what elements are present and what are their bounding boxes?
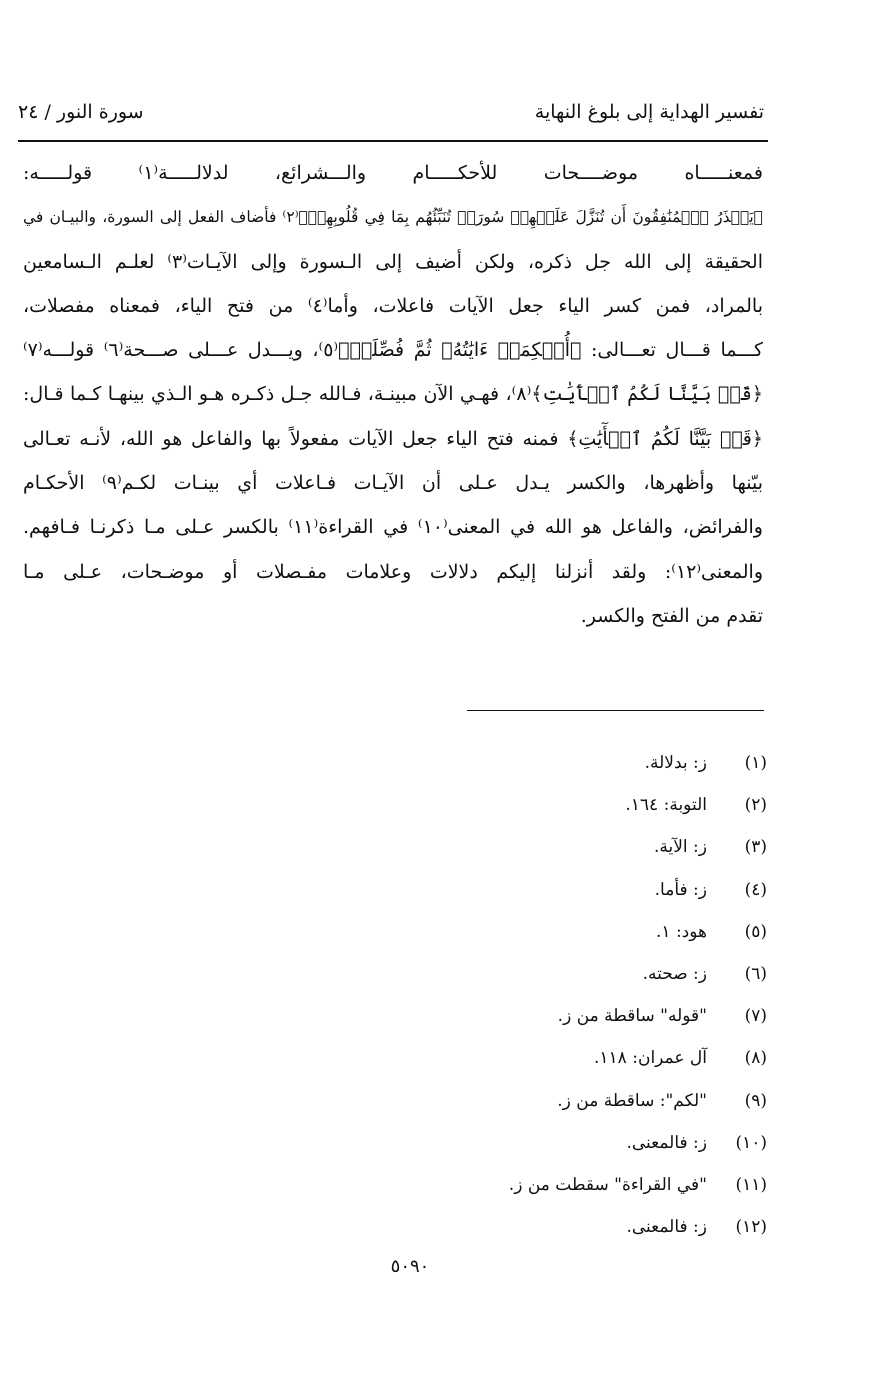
footnote-item — [367, 826, 767, 868]
surah-info: سورة النور / ٢٤ — [18, 101, 144, 123]
body-line: والفرائض، والفاعل هو الله في المعنى⁽١٠⁾ في القراءة⁽١١⁾ بالكسر عـلى مـا ذكرنـا فـافهم. — [23, 516, 763, 539]
body-line: فمعنـــــاه موضــــحات للأحكـــــام والـــشرائع، لدلالـــــة⁽١⁾ قولـــــه: — [23, 162, 763, 184]
footnote-number: (٣) — [744, 837, 767, 858]
footnote-text: "في القراءة" سقطت من ز. — [508, 1174, 707, 1195]
footnote-number: (٧) — [744, 1006, 767, 1027]
footnote-item — [367, 784, 767, 826]
footnote-text: هود: ١. — [656, 921, 707, 942]
footnote-item — [367, 1206, 767, 1248]
body-line: بيّنها وأظهرها، والكسر يـدل عـلى أن الآيـات فـاعلات أي بينـات لكـم⁽٩⁾ الأحكـام — [23, 472, 763, 495]
body-line: والمعنى⁽١٢⁾: ولقد أنزلنا إليكم دلالات وعلامات مفـصلات أو موضـحات، عـلى مـا — [23, 560, 763, 583]
footnote-text: ز: فأما. — [654, 879, 707, 900]
footnote-number: (١١) — [735, 1174, 767, 1195]
footnotes-list — [367, 742, 767, 1248]
footnote-item — [367, 911, 767, 953]
body-text — [23, 151, 763, 638]
footnote-item — [367, 995, 767, 1037]
footnote-separator — [467, 710, 764, 711]
footnote-text: التوبة: ١٦٤. — [625, 795, 707, 816]
footnote-item — [367, 869, 767, 911]
footnote-item — [367, 953, 767, 995]
body-line: تقدم من الفتح والكسر. — [580, 604, 763, 627]
body-line: ﴿قَدۡ بَيَّنَّا لَكُمُ ٱلۡأٓيَٰتِ﴾ فمنه فتح الياء جعل الآيات مفعولاً بها والفاعل هو الله، لأنـه تعـالى — [23, 427, 763, 450]
page-number: ٥٠٩٠ — [390, 1256, 430, 1277]
footnote-item — [367, 1080, 767, 1122]
book-title: تفسير الهداية إلى بلوغ النهاية — [534, 101, 764, 123]
footnote-number: (٤) — [744, 879, 767, 900]
body-line: ﴿يَحۡذَرُ ٱلۡمُنَٰفِقُونَ أَن تُنَزَّلَ عَلَيۡهِمۡ سُورَةٞ تُنَبِّئُهُم بِمَا فِي قُلُوبِهِمۡ﴾⁽٢⁾ فأضاف الفعل إلى السورة، والبيـان في — [23, 208, 763, 227]
footnote-text: آل عمران: ١١٨. — [594, 1048, 707, 1069]
body-line: ﴿قَدۡ بَيَّنَّا لَكُمُ ٱلۡأٓيَٰتِ﴾⁽٨⁾، فهـي الآن مبينـة، فـالله جـل ذكـره هـو الـذي بينهـا كـما قـال: — [23, 383, 763, 406]
footnote-number: (٩) — [744, 1090, 767, 1111]
footnote-text: "لكم": ساقطة من ز. — [557, 1090, 707, 1111]
footnote-text: ز: الآية. — [653, 837, 707, 858]
header-rule — [18, 140, 768, 142]
footnote-text: "قوله" ساقطة من ز. — [557, 1006, 707, 1027]
running-header — [18, 92, 764, 132]
footnote-number: (٢) — [744, 795, 767, 816]
footnote-item — [367, 742, 767, 784]
footnote-text: ز: بدلالة. — [644, 753, 707, 773]
footnote-number: (١٢) — [735, 1217, 767, 1238]
footnote-item — [367, 1122, 767, 1164]
footnote-number: (١٠) — [735, 1132, 767, 1153]
footnote-item — [367, 1164, 767, 1206]
body-line: بالمراد، فمن كسر الياء جعل الآيات فاعلات، وأما⁽٤⁾ من فتح الياء، فمعناه مفصلات، — [23, 294, 763, 317]
footnote-number: (٦) — [744, 963, 767, 984]
footnote-number: (٨) — [744, 1048, 767, 1069]
footnote-item — [367, 1037, 767, 1079]
footnote-text: ز: صحته. — [642, 963, 707, 984]
body-line: كـــما قـــال تعـــالى: ﴿أُحۡكِمَتۡ ءَايَٰتُهُۥ ثُمَّ فُصِّلَتۡ﴾⁽٥⁾، ويـــدل عـــلى صـــحة⁽٦⁾ قولـــه⁽٧⁾ — [23, 339, 763, 362]
body-line: الحقيقة إلى الله جل ذكره، ولكن أضيف إلى الـسورة وإلى الآيـات⁽٣⁾ لعلـم الـسامعين — [23, 250, 763, 273]
footnote-number: (٥) — [744, 921, 767, 942]
footnote-text: ز: فالمعنى. — [626, 1132, 707, 1153]
footnote-text: ز: فالمعنى. — [626, 1217, 707, 1238]
footnote-number: (١) — [744, 753, 767, 773]
